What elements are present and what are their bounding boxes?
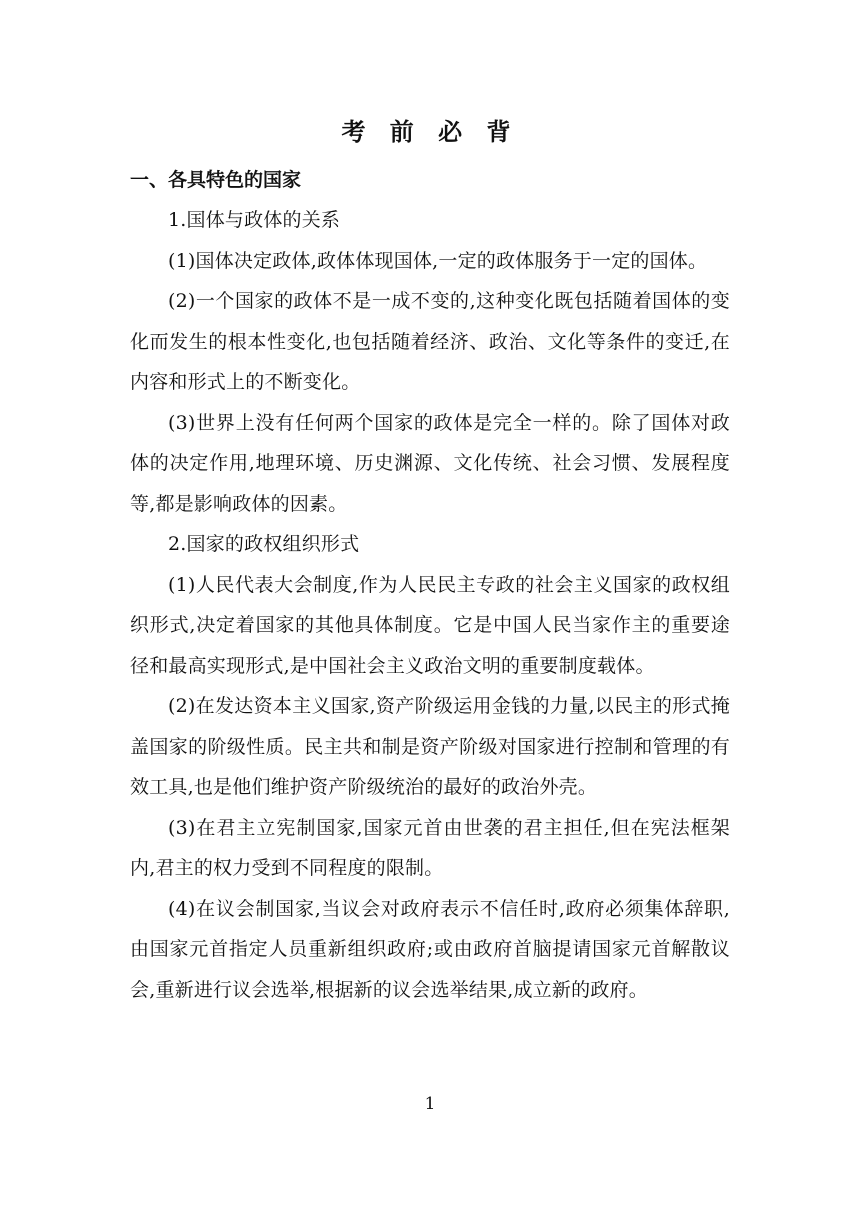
paragraph-1-2: (2)一个国家的政体不是一成不变的,这种变化既包括随着国体的变化而发生的根本性变化,也包括随着经济、政治、文化等条件的变迁,在内容和形式上的不断变化。 bbox=[130, 290, 730, 393]
paragraph-1-1: (1)国体决定政体,政体体现国体,一定的政体服务于一定的国体。 bbox=[168, 249, 708, 272]
document-body bbox=[130, 160, 730, 1010]
paragraph-2-4: (4)在议会制国家,当议会对政府表示不信任时,政府必须集体辞职,由国家元首指定人员重新组织政府;或由政府首脑提请国家元首解散议会,重新进行议会选举,根据新的议会选举结果,成立新的政府。 bbox=[130, 897, 730, 1001]
section-heading: 一、各具特色的国家 bbox=[130, 169, 302, 191]
paragraph-2-3: (3)在君主立宪制国家,国家元首由世袭的君主担任,但在宪法框架内,君主的权力受到不同程度的限制。 bbox=[130, 816, 730, 879]
page-number: 1 bbox=[424, 1094, 436, 1114]
paragraph-2-1: (1)人民代表大会制度,作为人民民主专政的社会主义国家的政权组织形式,决定着国家的其他具体制度。它是中国人民当家作主的重要途径和最高实现形式,是中国社会主义政治文明的重要制度载体。 bbox=[130, 573, 730, 677]
subheading-1: 1.国体与政体的关系 bbox=[168, 209, 341, 231]
page-title: 考 前 必 背 bbox=[341, 118, 519, 146]
paragraph-1-3: (3)世界上没有任何两个国家的政体是完全一样的。除了国体对政体的决定作用,地理环境、历史渊源、文化传统、社会习惯、发展程度等,都是影响政体的因素。 bbox=[130, 411, 730, 515]
subheading-2: 2.国家的政权组织形式 bbox=[168, 533, 360, 555]
paragraph-2-2: (2)在发达资本主义国家,资产阶级运用金钱的力量,以民主的形式掩盖国家的阶级性质。民主共和制是资产阶级对国家进行控制和管理的有效工具,也是他们维护资产阶级统治的最好的政治外壳。 bbox=[130, 695, 730, 798]
